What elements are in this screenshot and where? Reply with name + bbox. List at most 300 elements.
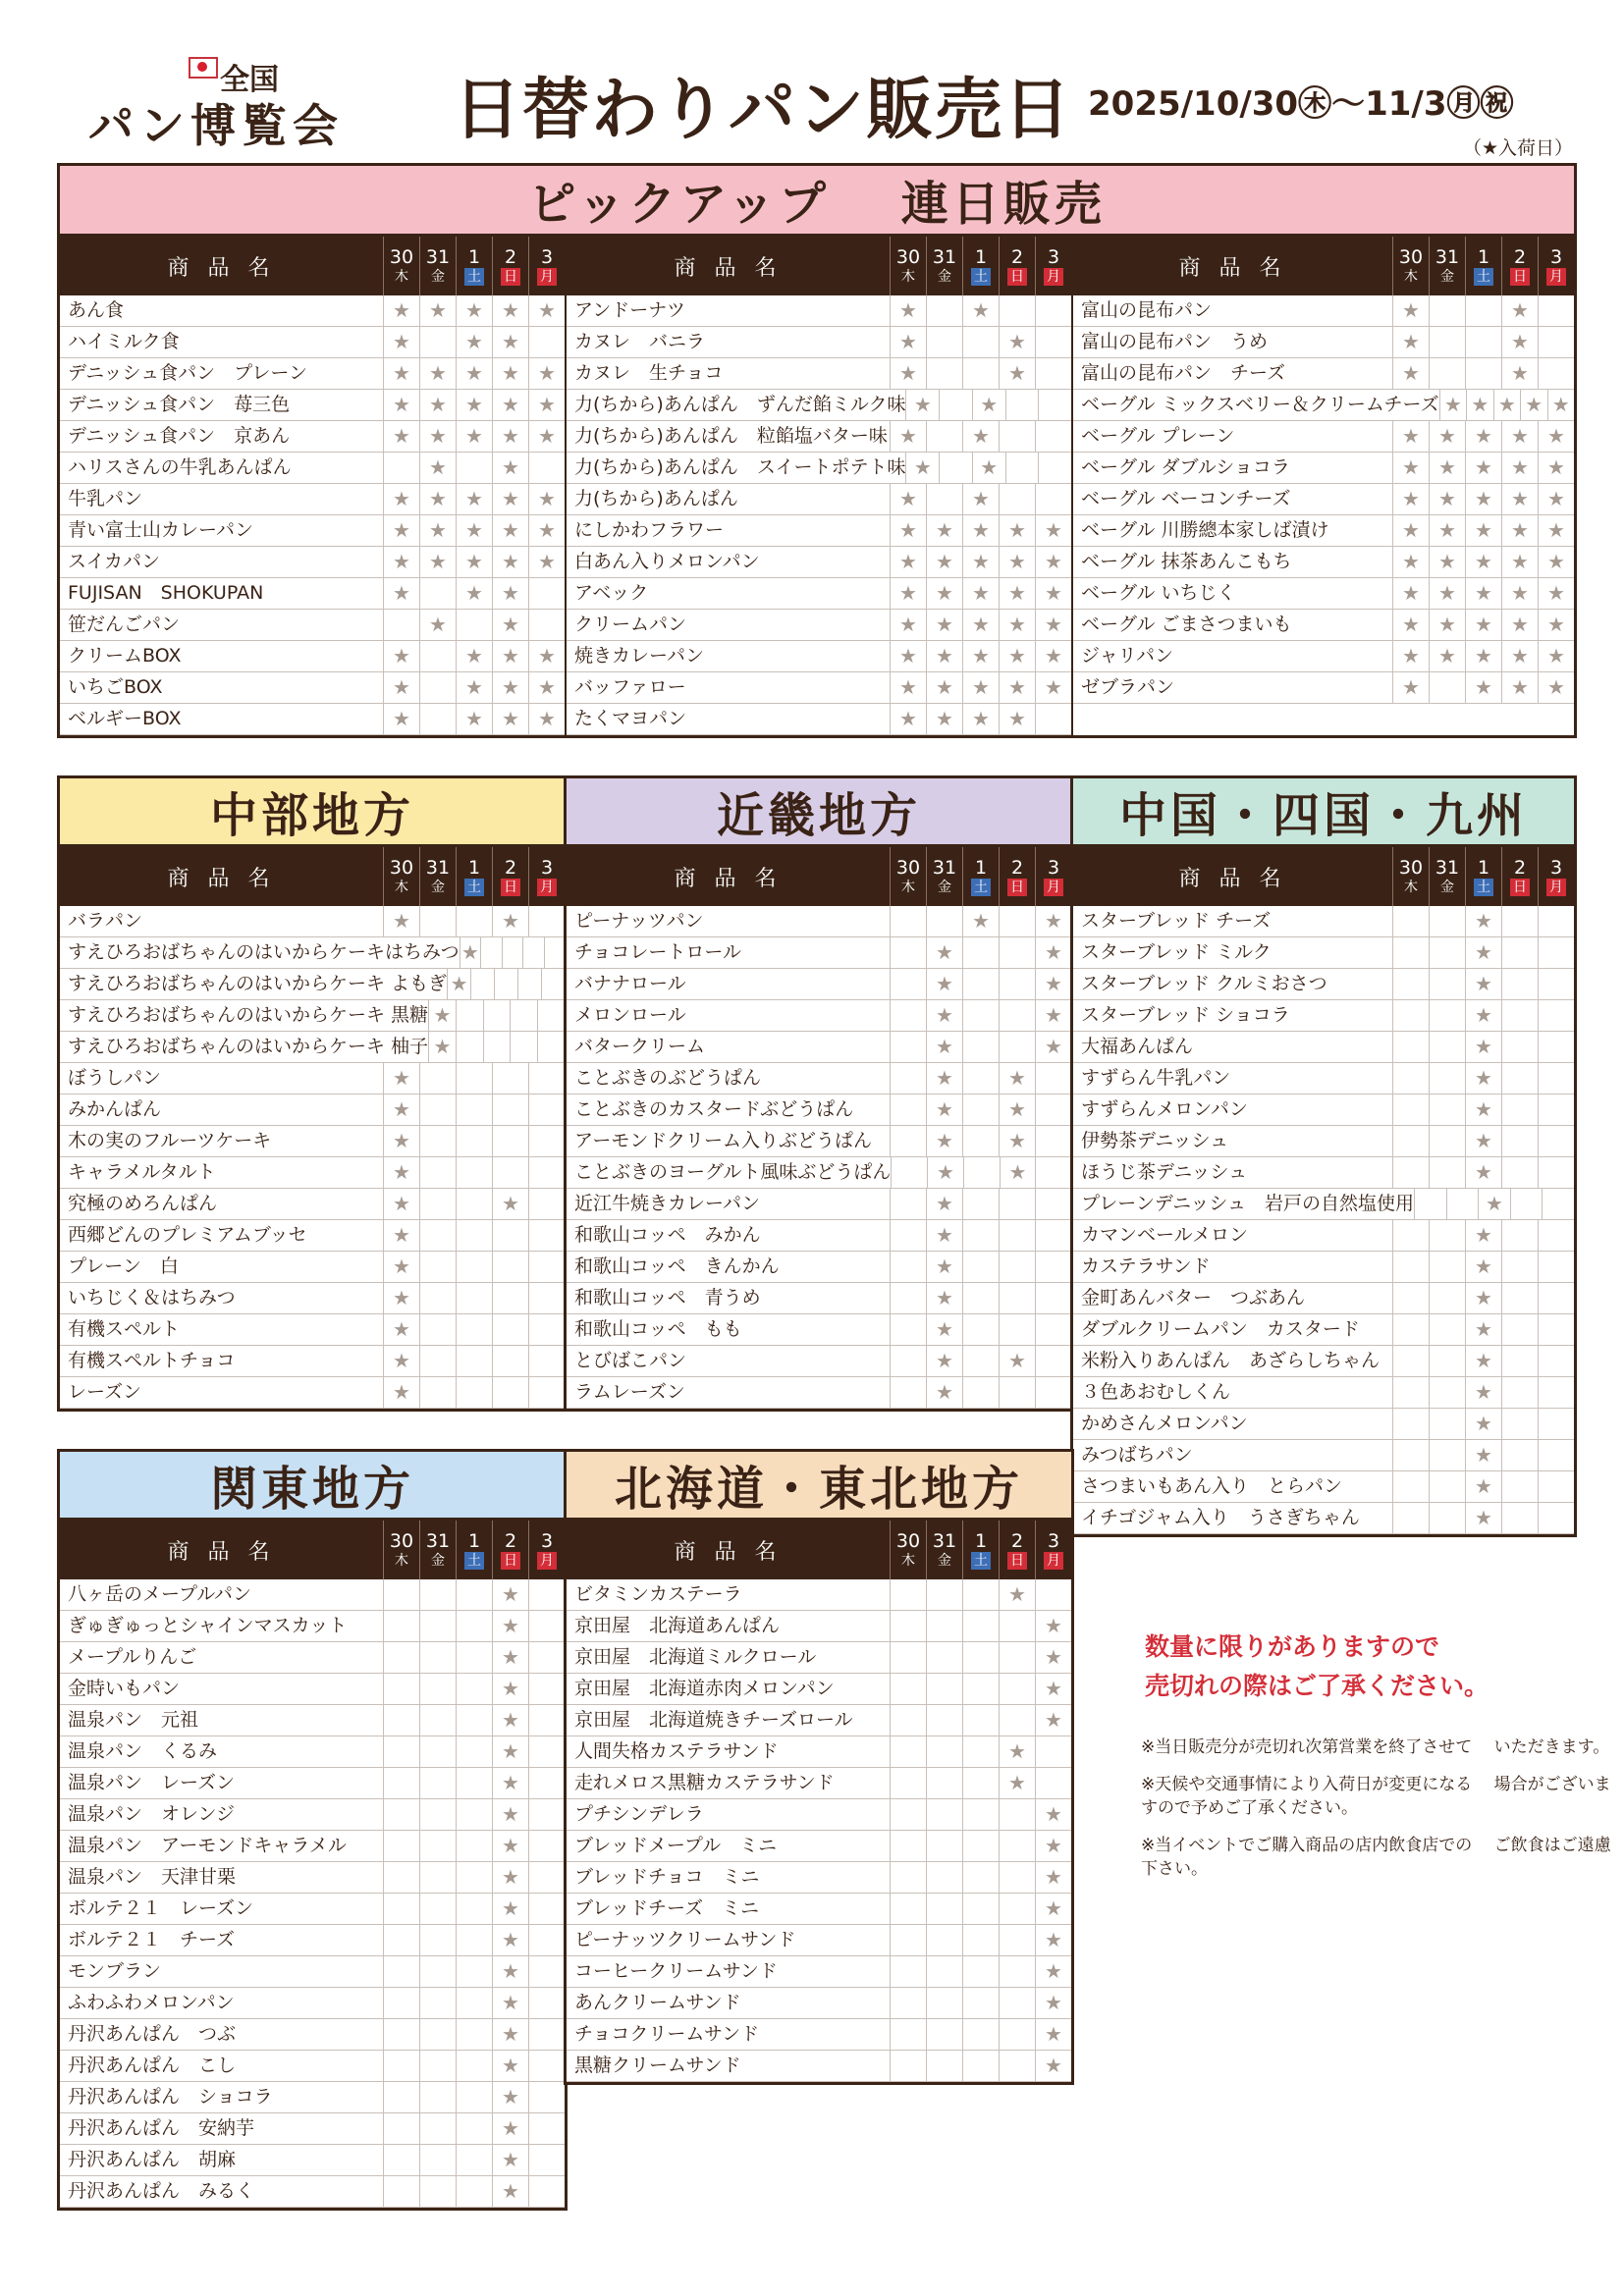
empty-cell: [528, 578, 565, 609]
product-name: ベルギーBOX: [68, 708, 182, 729]
day-number: 3: [540, 857, 554, 879]
day-number: 1: [974, 857, 988, 879]
product-name: ベーグル ベーコンチーズ: [1081, 488, 1291, 509]
empty-cell: [456, 1925, 492, 1955]
star-icon: ★: [383, 421, 419, 452]
empty-cell: [528, 1956, 565, 1987]
empty-cell: [492, 1346, 528, 1376]
product-name: スターブレッド ショコラ: [1081, 1004, 1290, 1026]
empty-cell: [1035, 1314, 1071, 1345]
empty-cell: [999, 1032, 1035, 1062]
empty-cell: [1429, 1377, 1465, 1408]
day-number: 31: [932, 1530, 957, 1552]
empty-cell: [456, 906, 492, 936]
star-icon: ★: [383, 641, 419, 671]
day-header: [419, 237, 456, 295]
star-icon: ★: [419, 515, 456, 546]
star-icon: ★: [1465, 1346, 1501, 1376]
empty-cell: [528, 2082, 565, 2112]
star-icon: ★: [492, 1674, 528, 1704]
star-icon: ★: [1501, 358, 1538, 389]
star-icon: ★: [456, 484, 492, 514]
day-header: [890, 1521, 926, 1579]
product-name: ベーグル 川勝總本家しば漬け: [1081, 519, 1329, 541]
quantity-notice: [1145, 1628, 1489, 1706]
empty-cell: [1538, 1377, 1574, 1408]
table-header: [567, 1521, 1071, 1579]
weekday-label: 土: [1474, 879, 1493, 896]
star-icon: ★: [890, 704, 926, 734]
empty-cell: [419, 2113, 456, 2144]
day-number: 1: [974, 1530, 988, 1552]
empty-cell: [962, 1642, 999, 1673]
star-icon: ★: [962, 484, 999, 514]
product-name: 力(ちから)あんぱん 粒餡塩バター味: [574, 425, 888, 447]
product-name: イチゴジャム入り うさぎちゃん: [1081, 1507, 1360, 1528]
empty-cell: [1501, 906, 1538, 936]
star-icon: ★: [1547, 390, 1574, 420]
empty-cell: [537, 1032, 565, 1062]
empty-cell: [926, 2051, 962, 2081]
product-name: ことぶきのカスタードぶどうぱん: [574, 1098, 854, 1120]
star-icon: ★: [1035, 1642, 1071, 1673]
empty-cell: [962, 1894, 999, 1924]
day-number: 1: [467, 1530, 481, 1552]
star-icon: ★: [383, 1283, 419, 1313]
empty-cell: [1538, 1063, 1574, 1094]
empty-cell: [890, 1799, 926, 1830]
day-header: [926, 847, 962, 906]
day-number: 3: [540, 1530, 554, 1552]
product-name: 京田屋 北海道あんぱん: [574, 1615, 781, 1636]
product-name: カステラサンド: [1081, 1255, 1211, 1277]
star-icon: ★: [383, 358, 419, 389]
empty-cell: [419, 1579, 456, 1610]
product-name: 金町あんバター つぶあん: [1081, 1287, 1306, 1308]
empty-cell: [383, 2019, 419, 2050]
star-icon: ★: [905, 390, 939, 420]
table-row: [567, 1894, 1071, 1925]
table-row: [60, 2176, 565, 2208]
day-number: 31: [425, 1530, 451, 1552]
star-icon: ★: [1465, 1220, 1501, 1251]
empty-cell: [419, 1925, 456, 1955]
table-row: [567, 295, 1071, 327]
empty-cell: [510, 1000, 537, 1031]
star-icon: ★: [1035, 1000, 1071, 1031]
product-name: 力(ちから)あんぱん ずんだ餡ミルク味: [574, 394, 906, 415]
empty-cell: [890, 1314, 926, 1345]
product-name: ラムレーズン: [574, 1381, 685, 1403]
empty-cell: [419, 1377, 456, 1408]
empty-cell: [1392, 969, 1429, 999]
product-name: 温泉パン 天津甘栗: [68, 1866, 237, 1888]
product-name: メープルりんご: [68, 1646, 197, 1668]
table-row: [567, 484, 1071, 515]
product-name: 人間失格カステラサンド: [574, 1740, 779, 1762]
product-name: 京田屋 北海道焼きチーズロール: [574, 1709, 853, 1731]
empty-cell: [999, 1988, 1035, 2018]
empty-cell: [480, 937, 501, 968]
empty-cell: [1035, 1768, 1071, 1798]
empty-cell: [926, 1799, 962, 1830]
star-icon: ★: [926, 1063, 962, 1094]
product-name: ぼうしパン: [68, 1067, 162, 1089]
table-row: [1073, 1252, 1574, 1283]
table-row: [1073, 453, 1574, 484]
weekday-label: 月: [537, 879, 557, 896]
empty-cell: [383, 2145, 419, 2175]
product-name: スターブレッド ミルク: [1081, 941, 1272, 963]
empty-cell: [456, 1736, 492, 1767]
table-row: [567, 1768, 1071, 1799]
empty-cell: [962, 1220, 999, 1251]
empty-cell: [456, 1674, 492, 1704]
day-header: [999, 1521, 1035, 1579]
empty-cell: [492, 1283, 528, 1313]
weekday-label: 木: [1404, 880, 1418, 895]
star-icon: ★: [890, 515, 926, 546]
star-icon: ★: [1035, 1831, 1071, 1861]
star-icon: ★: [456, 672, 492, 703]
table-row: [60, 1377, 565, 1409]
table-row: [60, 1705, 565, 1736]
empty-cell: [962, 327, 999, 357]
weekday-label: 日: [1007, 268, 1027, 286]
empty-cell: [1392, 1157, 1429, 1188]
star-icon: ★: [492, 610, 528, 640]
star-icon: ★: [1493, 390, 1520, 420]
weekday-label: 月: [1044, 879, 1063, 896]
weekday-label: 金: [938, 1553, 951, 1569]
empty-cell: [1501, 1283, 1538, 1313]
weekday-label: 日: [1510, 268, 1530, 286]
product-name: ブレッドチョコ ミニ: [574, 1866, 760, 1888]
day-number: 3: [540, 246, 554, 268]
empty-cell: [962, 969, 999, 999]
star-icon: ★: [1465, 610, 1501, 640]
product-name: ブレッドメープル ミニ: [574, 1835, 778, 1856]
star-icon: ★: [1429, 421, 1465, 452]
star-icon: ★: [456, 421, 492, 452]
star-icon: ★: [999, 1095, 1035, 1125]
empty-cell: [962, 1925, 999, 1955]
product-name: クリームパン: [574, 614, 687, 635]
product-name: ボルテ２１ チーズ: [68, 1929, 236, 1950]
table-row: [567, 1377, 1071, 1409]
star-icon: ★: [1035, 1674, 1071, 1704]
star-icon: ★: [447, 969, 470, 999]
table-row: [60, 1346, 565, 1377]
star-icon: ★: [492, 2082, 528, 2112]
weekday-label: 木: [395, 1553, 408, 1569]
product-name: すえひろおばちゃんのはいからケーキ 黒糖: [68, 1004, 429, 1026]
weekday-label: 日: [501, 879, 520, 896]
table-row: [1073, 1157, 1574, 1189]
star-icon: ★: [1429, 515, 1465, 546]
product-name: すえひろおばちゃんのはいからケーキはちみつ: [68, 941, 460, 963]
logo-small-text: 全国: [220, 63, 279, 97]
empty-cell: [419, 641, 456, 671]
empty-cell: [962, 937, 999, 968]
empty-cell: [1429, 1000, 1465, 1031]
empty-cell: [383, 1988, 419, 2018]
star-icon: ★: [926, 1283, 962, 1313]
product-name: 近江牛焼きカレーパン: [574, 1193, 761, 1214]
product-name: とびばこパン: [574, 1350, 687, 1371]
day-number: 1: [974, 246, 988, 268]
day-number: 2: [504, 246, 517, 268]
empty-cell: [517, 969, 541, 999]
day-number: 30: [389, 857, 414, 879]
product-name: 笹だんごパン: [68, 614, 181, 635]
star-icon: ★: [926, 1314, 962, 1345]
empty-cell: [528, 1705, 565, 1735]
star-icon: ★: [999, 327, 1035, 357]
empty-cell: [383, 1831, 419, 1861]
product-name: ことぶきのぶどうぱん: [574, 1067, 762, 1089]
star-icon: ★: [419, 610, 456, 640]
empty-cell: [419, 2176, 456, 2207]
day-header: [1035, 237, 1071, 295]
empty-cell: [890, 1283, 926, 1313]
empty-cell: [1429, 1157, 1465, 1188]
table-row: [567, 1189, 1071, 1220]
star-icon: ★: [492, 2145, 528, 2175]
empty-cell: [456, 1252, 492, 1282]
star-icon: ★: [492, 358, 528, 389]
empty-cell: [890, 969, 926, 999]
table-row: [60, 2082, 565, 2113]
table-row: [60, 1736, 565, 1768]
product-name: クリームBOX: [68, 645, 182, 667]
table-row: [1073, 1440, 1574, 1471]
table-row: [567, 2019, 1071, 2051]
day-header: [1465, 847, 1501, 906]
empty-cell: [383, 1799, 419, 1830]
star-icon: ★: [926, 704, 962, 734]
empty-cell: [528, 1579, 565, 1610]
empty-cell: [528, 2051, 565, 2081]
product-name: にしかわフラワー: [574, 519, 725, 541]
star-icon: ★: [528, 641, 565, 671]
day-header: [419, 1521, 456, 1579]
product-name: かめさんメロンパン: [1081, 1413, 1248, 1434]
empty-cell: [962, 1579, 999, 1610]
table-row: [1073, 578, 1574, 610]
day-header: [1538, 237, 1574, 295]
table-row: [567, 1252, 1071, 1283]
star-icon: ★: [492, 2176, 528, 2207]
empty-cell: [456, 1283, 492, 1313]
table-row: [1073, 327, 1574, 358]
weekday-label: 月: [1546, 268, 1566, 286]
star-icon: ★: [926, 578, 962, 609]
star-icon: ★: [1465, 1440, 1501, 1470]
empty-cell: [1538, 1314, 1574, 1345]
star-icon: ★: [492, 2113, 528, 2144]
star-icon: ★: [419, 453, 456, 483]
empty-cell: [456, 1956, 492, 1987]
empty-cell: [419, 327, 456, 357]
star-icon: ★: [1501, 484, 1538, 514]
star-icon: ★: [492, 453, 528, 483]
star-icon: ★: [1439, 390, 1466, 420]
product-name: ベーグル ミックスベリー＆クリームチーズ: [1081, 394, 1439, 415]
star-icon: ★: [926, 1346, 962, 1376]
table-row: [60, 1157, 565, 1189]
empty-cell: [999, 1831, 1035, 1861]
day-number: 30: [389, 246, 414, 268]
day-header: [528, 237, 565, 295]
empty-cell: [419, 1611, 456, 1641]
empty-cell: [1501, 1220, 1538, 1251]
table-row: [60, 1799, 565, 1831]
star-icon: ★: [492, 390, 528, 420]
product-name: 青い富士山カレーパン: [68, 519, 254, 541]
empty-cell: [456, 1126, 492, 1156]
star-icon: ★: [962, 704, 999, 734]
product-name: すえひろおばちゃんのはいからケーキ よもぎ: [68, 973, 448, 994]
star-icon: ★: [1465, 672, 1501, 703]
product-name: FUJISAN SHOKUPAN: [68, 582, 264, 604]
empty-cell: [890, 2051, 926, 2081]
empty-cell: [999, 1642, 1035, 1673]
empty-cell: [1429, 327, 1465, 357]
empty-cell: [419, 1705, 456, 1735]
empty-cell: [1501, 1126, 1538, 1156]
empty-cell: [962, 1705, 999, 1735]
star-icon: ★: [492, 1799, 528, 1830]
day-header: [1392, 237, 1429, 295]
product-name: すずらんメロンパン: [1081, 1098, 1248, 1120]
day-header: [926, 237, 962, 295]
empty-cell: [926, 1768, 962, 1798]
empty-cell: [1538, 906, 1574, 936]
product-name: バナナロール: [574, 973, 686, 994]
empty-cell: [1035, 704, 1071, 734]
empty-cell: [926, 2019, 962, 2050]
product-name-header: 商 品 名: [1178, 866, 1287, 891]
empty-cell: [1035, 1095, 1071, 1125]
empty-cell: [1501, 1032, 1538, 1062]
day-number: 1: [1477, 857, 1490, 879]
day-number: 31: [932, 857, 957, 879]
star-icon: ★: [492, 906, 528, 936]
empty-cell: [419, 1674, 456, 1704]
star-icon: ★: [890, 421, 926, 452]
empty-cell: [528, 327, 565, 357]
table-row: [60, 1831, 565, 1862]
empty-cell: [999, 421, 1035, 452]
table-row: [60, 969, 565, 1000]
product-name: 丹沢あんぱん みるく: [68, 2180, 255, 2202]
empty-cell: [962, 1095, 999, 1125]
star-icon: ★: [1538, 515, 1574, 546]
empty-cell: [999, 1674, 1035, 1704]
star-icon: ★: [1465, 484, 1501, 514]
empty-cell: [1035, 1063, 1071, 1094]
empty-cell: [890, 1095, 926, 1125]
empty-cell: [890, 1956, 926, 1987]
table-row: [60, 1126, 565, 1157]
table-row: [567, 421, 1071, 453]
day-number: 2: [1010, 246, 1024, 268]
empty-cell: [999, 1252, 1035, 1282]
table-row: [1073, 672, 1574, 704]
empty-cell: [1392, 1126, 1429, 1156]
empty-cell: [1005, 453, 1039, 483]
product-name: 和歌山コッペ 青うめ: [574, 1287, 761, 1308]
weekday-label: 月: [1546, 879, 1566, 896]
empty-cell: [1392, 1000, 1429, 1031]
empty-cell: [456, 2051, 492, 2081]
product-name: 白あん入りメロンパン: [574, 551, 760, 572]
empty-cell: [1538, 358, 1574, 389]
star-icon: ★: [926, 672, 962, 703]
empty-cell: [419, 1157, 456, 1188]
empty-cell: [492, 1063, 528, 1094]
empty-cell: [1392, 1283, 1429, 1313]
empty-cell: [890, 1611, 926, 1641]
day-header: [1465, 237, 1501, 295]
day-number: 31: [425, 246, 451, 268]
product-name: ハイミルク食: [68, 331, 180, 352]
day-number: 31: [1435, 857, 1460, 879]
empty-cell: [1392, 1346, 1429, 1376]
product-name: バッファロー: [574, 676, 686, 698]
star-icon: ★: [419, 484, 456, 514]
product-name: ボルテ２１ レーズン: [68, 1897, 254, 1919]
table-row: [567, 1032, 1071, 1063]
table-header: [567, 847, 1071, 906]
table-row: [60, 1642, 565, 1674]
empty-cell: [419, 1220, 456, 1251]
table-row: [567, 515, 1071, 547]
empty-cell: [456, 1346, 492, 1376]
star-icon: ★: [1501, 327, 1538, 357]
table-row: [1073, 1377, 1574, 1409]
page-title: 日替わりパン販売日: [454, 72, 1073, 149]
star-icon: ★: [1501, 295, 1538, 326]
star-icon: ★: [1429, 641, 1465, 671]
empty-cell: [1501, 937, 1538, 968]
table-row: [1073, 1095, 1574, 1126]
day-header: [890, 237, 926, 295]
table-row: [567, 453, 1071, 484]
empty-cell: [1538, 1409, 1574, 1439]
empty-cell: [456, 1894, 492, 1924]
product-name: ビタミンカステーラ: [574, 1583, 742, 1605]
day-header: [962, 1521, 999, 1579]
star-icon: ★: [492, 1988, 528, 2018]
star-icon: ★: [1392, 358, 1429, 389]
table-row: [1073, 1283, 1574, 1314]
star-icon: ★: [890, 578, 926, 609]
empty-cell: [999, 1314, 1035, 1345]
star-icon: ★: [1465, 421, 1501, 452]
empty-cell: [383, 1674, 419, 1704]
star-icon: ★: [1035, 1611, 1071, 1641]
empty-cell: [528, 1252, 565, 1282]
empty-cell: [999, 1956, 1035, 1987]
table-row: [60, 578, 565, 610]
table-row: [1073, 1126, 1574, 1157]
day-number: 30: [895, 246, 921, 268]
product-name: 伊勢茶デニッシュ: [1081, 1130, 1229, 1151]
table-row: [567, 1611, 1071, 1642]
product-name-header: 商 品 名: [1178, 255, 1287, 281]
